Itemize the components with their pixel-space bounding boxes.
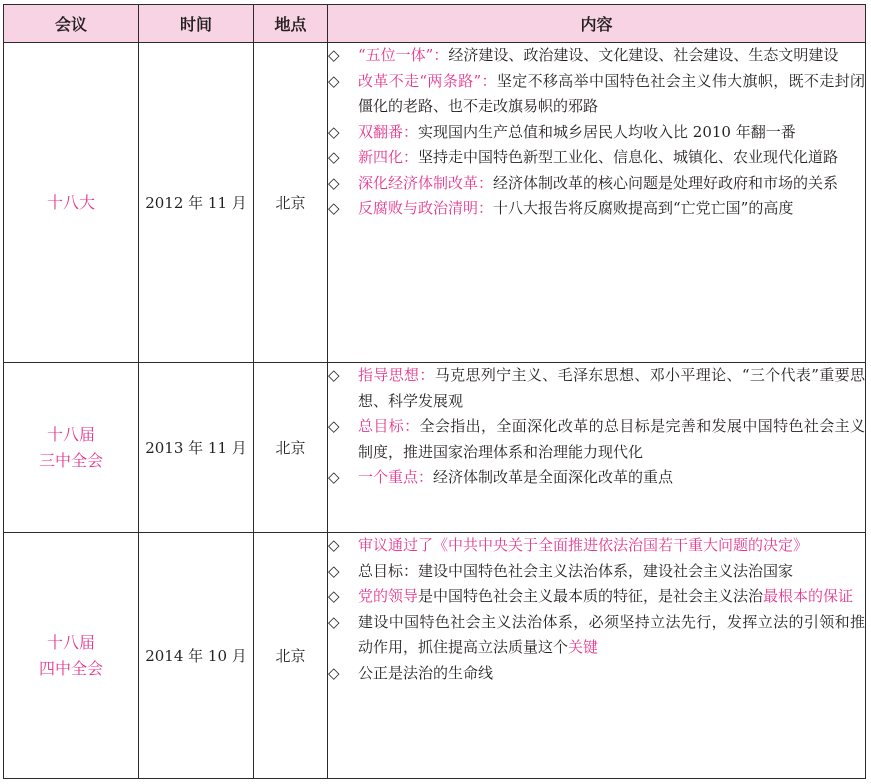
table-row bbox=[4, 363, 866, 533]
item-segment: 建设中国特色社会主义法治体系，必须坚持立法先行，发挥立法的引领和推动作用，抓住提高立法质量这个 bbox=[358, 612, 865, 656]
meeting-name-line1: 十八届 bbox=[46, 424, 95, 444]
item-highlight: 指导思想： bbox=[358, 366, 435, 384]
table-row bbox=[4, 43, 866, 363]
list-item bbox=[328, 363, 865, 414]
content-cell bbox=[328, 43, 866, 363]
item-text: 坚持走中国特色新型工业化、信息化、城镇化、农业现代化道路 bbox=[418, 148, 839, 166]
place-cell: 北京 bbox=[254, 363, 328, 533]
diamond-bullet-icon: ◇ bbox=[328, 587, 340, 605]
meeting-name: 十八大 bbox=[46, 192, 95, 212]
diamond-bullet-icon: ◇ bbox=[328, 417, 340, 435]
item-text: 实现国内生产总值和城乡居民人均收入比 2010 年翻一番 bbox=[418, 122, 796, 141]
diamond-bullet-icon: ◇ bbox=[328, 612, 340, 631]
item-highlight: 改革不走“两条路”： bbox=[358, 71, 497, 90]
list-item bbox=[328, 145, 865, 171]
diamond-bullet-icon: ◇ bbox=[328, 663, 340, 682]
list-item bbox=[328, 533, 865, 559]
list-item bbox=[328, 69, 865, 120]
diamond-bullet-icon: ◇ bbox=[328, 46, 340, 64]
meeting-cell bbox=[4, 363, 139, 533]
item-text: 经济体制改革是全面深化改革的重点 bbox=[433, 468, 674, 486]
diamond-bullet-icon: ◇ bbox=[328, 173, 340, 192]
item-highlight: 反腐败与政治清明： bbox=[358, 199, 494, 217]
item-highlight: 双翻番： bbox=[358, 122, 419, 141]
diamond-bullet-icon: ◇ bbox=[328, 468, 340, 486]
meetings-table bbox=[3, 4, 866, 779]
list-item bbox=[328, 465, 865, 491]
header-meeting: 会议 bbox=[4, 5, 139, 43]
table-row bbox=[4, 533, 866, 779]
item-text: 十八大报告将反腐败提高到“亡党亡国”的高度 bbox=[493, 199, 794, 217]
diamond-bullet-icon: ◇ bbox=[328, 148, 340, 166]
diamond-bullet-icon: ◇ bbox=[328, 536, 340, 554]
item-text: 马克思列宁主义、毛泽东思想、邓小平理论、“三个代表”重要思想、科学发展观 bbox=[358, 366, 865, 410]
item-highlight: 新四化： bbox=[358, 148, 419, 166]
list-item bbox=[328, 559, 865, 585]
item-highlight: “五位一体”： bbox=[358, 46, 449, 64]
place-cell: 北京 bbox=[254, 43, 328, 363]
item-highlight: 总目标： bbox=[358, 417, 420, 435]
content-cell bbox=[328, 533, 866, 779]
list-item bbox=[328, 610, 865, 661]
time-cell: 2014 年 10 月 bbox=[139, 533, 254, 779]
content-cell bbox=[328, 363, 866, 533]
header-place: 地点 bbox=[254, 5, 328, 43]
item-segment: 最根本的保证 bbox=[763, 587, 854, 605]
meeting-name-line1: 十八届 bbox=[46, 632, 95, 652]
list-item bbox=[328, 414, 865, 465]
list-item bbox=[328, 661, 865, 687]
list-item bbox=[328, 120, 865, 146]
item-segment: 党的领导 bbox=[358, 587, 419, 605]
header-time: 时间 bbox=[139, 5, 254, 43]
meeting-name-line2: 四中全会 bbox=[38, 658, 103, 678]
item-highlight: 深化经济体制改革： bbox=[358, 173, 494, 192]
diamond-bullet-icon: ◇ bbox=[328, 366, 340, 384]
diamond-bullet-icon: ◇ bbox=[328, 71, 340, 90]
item-text: 经济建设、政治建设、文化建设、社会建设、生态文明建设 bbox=[448, 46, 839, 64]
item-text: 经济体制改革的核心问题是处理好政府和市场的关系 bbox=[493, 173, 839, 192]
item-segment: 是中国特色社会主义最本质的特征，是社会主义法治 bbox=[418, 587, 764, 605]
meeting-name-line2: 三中全会 bbox=[38, 450, 103, 470]
meeting-cell bbox=[4, 533, 139, 779]
time-cell: 2012 年 11 月 bbox=[139, 43, 254, 363]
meeting-cell bbox=[4, 43, 139, 363]
list-item bbox=[328, 196, 865, 222]
list-item bbox=[328, 584, 865, 610]
item-segment: 关键 bbox=[568, 638, 599, 656]
header-row bbox=[4, 5, 866, 43]
header-content: 内容 bbox=[328, 5, 866, 43]
list-item bbox=[328, 43, 865, 69]
item-highlight: 一个重点： bbox=[358, 468, 434, 486]
place-cell: 北京 bbox=[254, 533, 328, 779]
diamond-bullet-icon: ◇ bbox=[328, 561, 340, 580]
time-cell: 2013 年 11 月 bbox=[139, 363, 254, 533]
diamond-bullet-icon: ◇ bbox=[328, 199, 340, 217]
item-segment: 公正是法治的生命线 bbox=[358, 663, 494, 682]
item-segment: 总目标：建设中国特色社会主义法治体系，建设社会主义法治国家 bbox=[358, 561, 794, 580]
list-item bbox=[328, 171, 865, 197]
item-text: 坚定不移高举中国特色社会主义伟大旗帜，既不走封闭僵化的老路、也不走改旗易帜的邪路 bbox=[358, 71, 865, 115]
item-segment: 审议通过了《中共中央关于全面推进依法治国若干重大问题的决定》 bbox=[358, 536, 809, 554]
diamond-bullet-icon: ◇ bbox=[328, 122, 340, 141]
item-text: 全会指出，全面深化改革的总目标是完善和发展中国特色社会主义制度，推进国家治理体系和治理能力现代化 bbox=[358, 417, 865, 461]
